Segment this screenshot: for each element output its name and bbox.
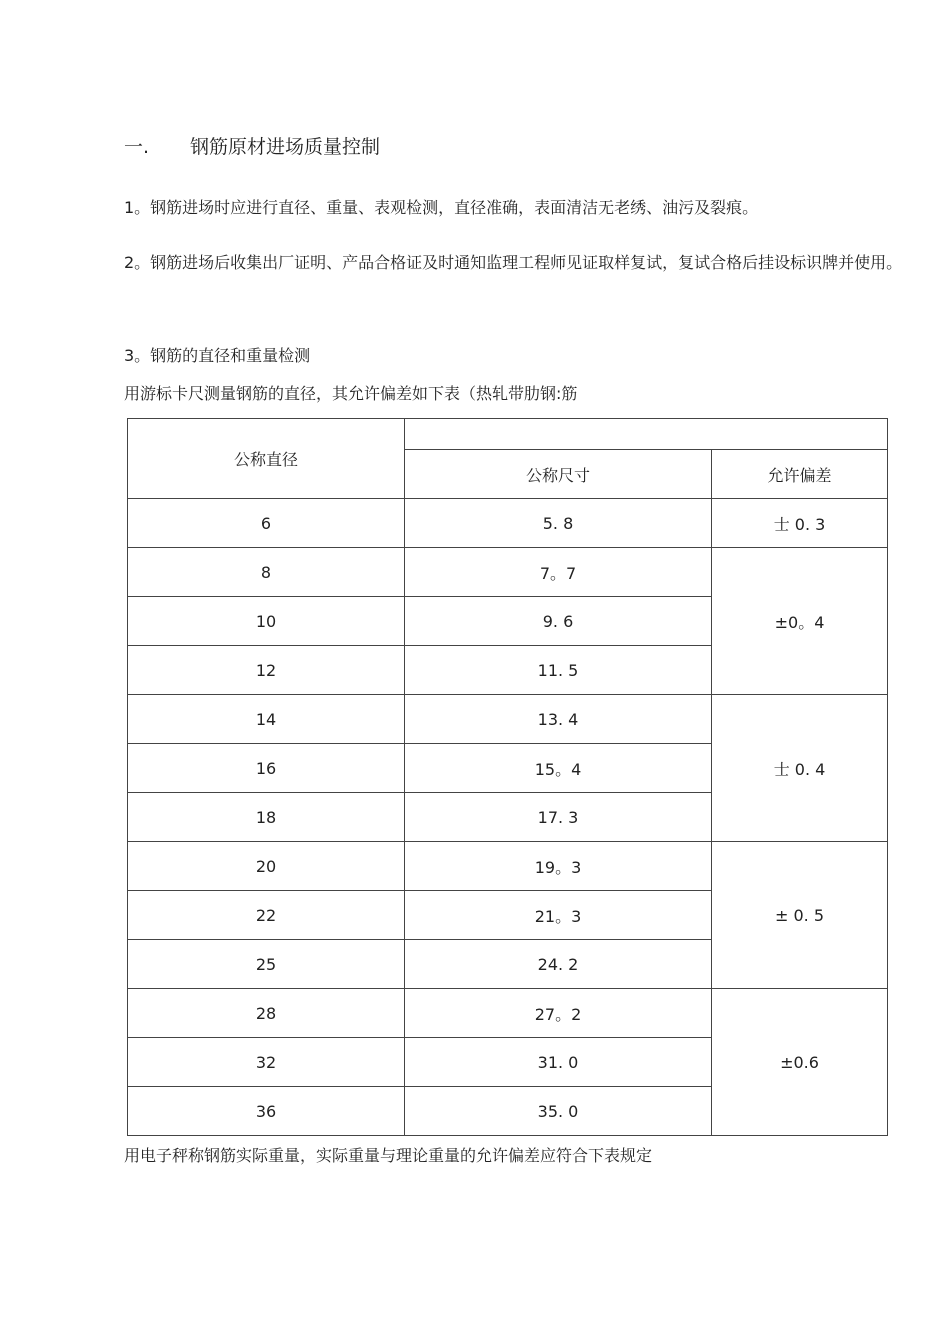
section-heading bbox=[124, 132, 380, 159]
table-row bbox=[128, 548, 888, 597]
paragraph-after-table: 用电子秤称钢筋实际重量，实际重量与理论重量的允许偏差应符合下表规定 bbox=[124, 1146, 653, 1165]
cell-diameter: 16 bbox=[128, 744, 405, 793]
cell-size: 7。7 bbox=[405, 548, 712, 597]
cell-size: 5. 8 bbox=[405, 499, 712, 548]
paragraph-1: 1。钢筋进场时应进行直径、重量、表观检测，直径准确，表面清洁无老绣、油污及裂痕。 bbox=[124, 198, 759, 217]
cell-tolerance: ±0。4 bbox=[712, 548, 888, 695]
cell-diameter: 10 bbox=[128, 597, 405, 646]
cell-size: 31. 0 bbox=[405, 1038, 712, 1087]
cell-size: 17. 3 bbox=[405, 793, 712, 842]
cell-tolerance: ± 0. 5 bbox=[712, 842, 888, 989]
cell-size: 9. 6 bbox=[405, 597, 712, 646]
paragraph-2: 2。钢筋进场后收集出厂证明、产品合格证及时通知监理工程师见证取样复试，复试合格后挂设标识牌并使用。 bbox=[124, 253, 903, 272]
cell-diameter: 28 bbox=[128, 989, 405, 1038]
cell-size: 11. 5 bbox=[405, 646, 712, 695]
table-row bbox=[128, 695, 888, 744]
cell-size: 19。3 bbox=[405, 842, 712, 891]
cell-diameter: 12 bbox=[128, 646, 405, 695]
cell-diameter: 20 bbox=[128, 842, 405, 891]
cell-diameter: 36 bbox=[128, 1087, 405, 1136]
header-nominal-size: 公称尺寸 bbox=[405, 450, 712, 499]
cell-size: 35. 0 bbox=[405, 1087, 712, 1136]
table-row bbox=[128, 499, 888, 548]
cell-diameter: 25 bbox=[128, 940, 405, 989]
cell-size: 13. 4 bbox=[405, 695, 712, 744]
header-tolerance: 允许偏差 bbox=[712, 450, 888, 499]
cell-size: 15。4 bbox=[405, 744, 712, 793]
cell-tolerance: 士 0. 3 bbox=[712, 499, 888, 548]
section-number: 一. bbox=[124, 136, 150, 158]
cell-diameter: 32 bbox=[128, 1038, 405, 1087]
cell-size: 21。3 bbox=[405, 891, 712, 940]
cell-tolerance: ±0.6 bbox=[712, 989, 888, 1136]
cell-diameter: 6 bbox=[128, 499, 405, 548]
cell-diameter: 22 bbox=[128, 891, 405, 940]
table-row bbox=[128, 842, 888, 891]
section-title: 钢筋原材进场质量控制 bbox=[190, 136, 381, 158]
table-header-row bbox=[128, 419, 888, 450]
table-row bbox=[128, 989, 888, 1038]
paragraph-3-intro: 用游标卡尺测量钢筋的直径，其允许偏差如下表（热轧带肋钢:筋 bbox=[124, 384, 578, 403]
cell-size: 27。2 bbox=[405, 989, 712, 1038]
cell-diameter: 8 bbox=[128, 548, 405, 597]
cell-diameter: 14 bbox=[128, 695, 405, 744]
diameter-tolerance-table bbox=[127, 418, 888, 1136]
header-nominal-diameter: 公称直径 bbox=[128, 419, 405, 499]
cell-tolerance: 士 0. 4 bbox=[712, 695, 888, 842]
cell-size: 24. 2 bbox=[405, 940, 712, 989]
cell-diameter: 18 bbox=[128, 793, 405, 842]
paragraph-3-title: 3。钢筋的直径和重量检测 bbox=[124, 346, 311, 365]
header-blank-cell bbox=[405, 419, 888, 450]
